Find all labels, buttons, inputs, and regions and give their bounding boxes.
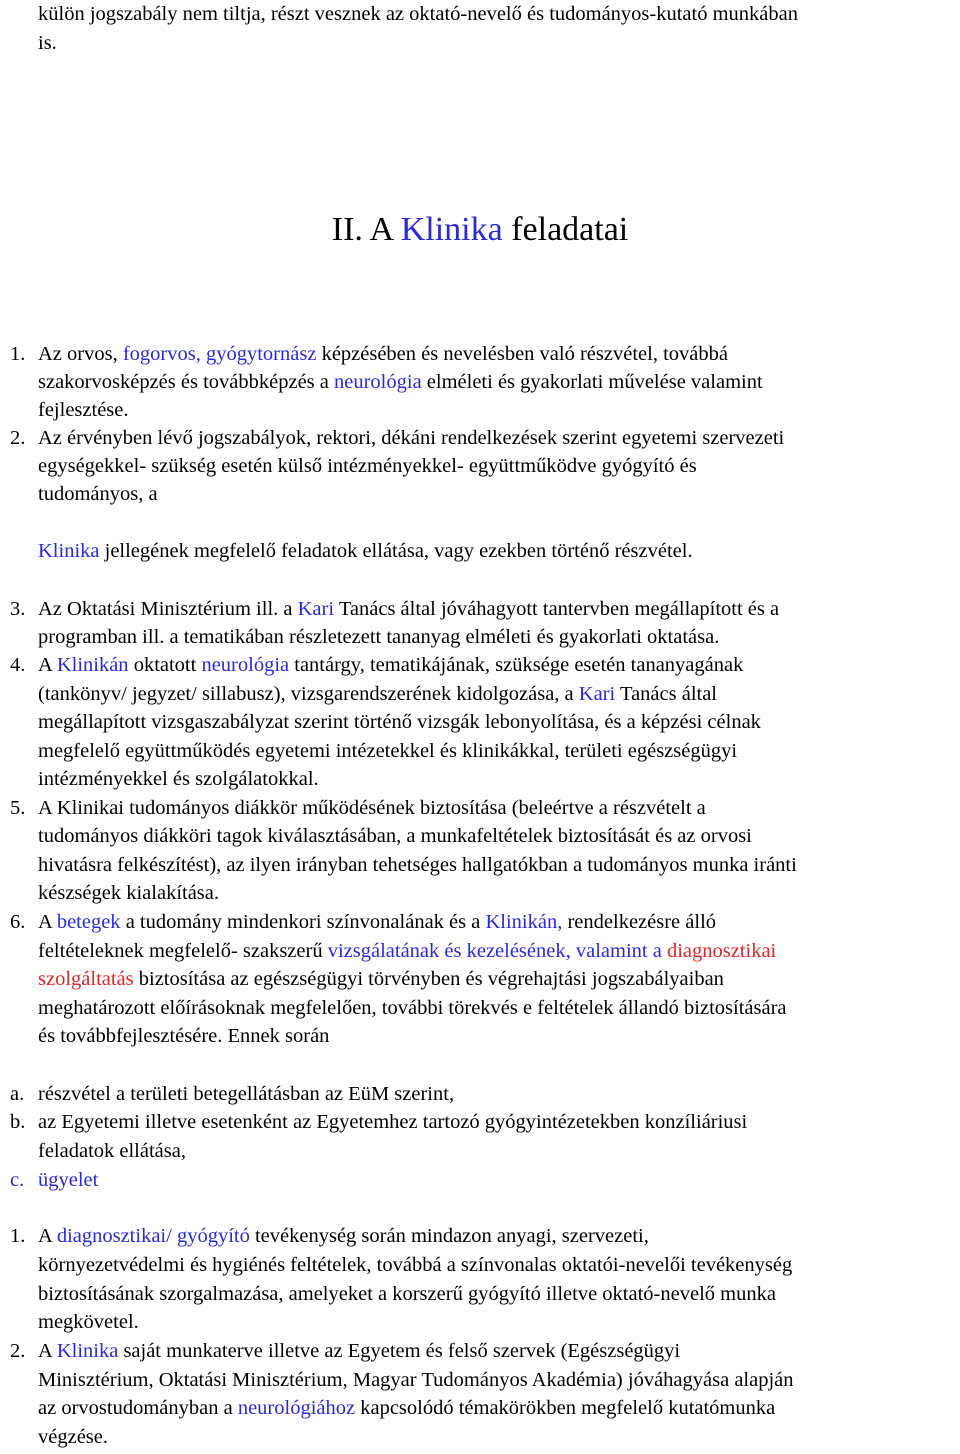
- link-kari[interactable]: Kari: [297, 598, 335, 620]
- link-vizsgalatanak[interactable]: vizsgálatának és kezelésének, valamint a: [327, 940, 667, 962]
- document-page: külön jogszabály nem tiltja, részt vesznek az oktató-nevelő és tudományos-kutató munkában is. II. A Klinika feladatai 1. Az orvos, fogorvos, gyógytornász képzésében és nevelésben való részvétel, továbbá szakorvosképzés és továbbképzés a neurológia elméleti és gyakorlati művelése valamint fejlesztése. 2. Az érvényben lévő jogszabályok, rektori, dékáni rendelkezések szerint egyetemi szervezeti egységekkel- szükség esetén külső intézményekkel- együttműködve gyógyító és tudományos, a Klinika jellegének megfelelő feladatok ellátása, vagy ezekben történő részvétel. 3. Az Oktatási Minisztérium ill. a Kari Tanács által jóváhagyott tantervben megállapított és a programban ill. a tematikában részletezett tananyag elméleti és gyakorlati oktatása. 4. A Klinikán oktatott neurológia tantárgy, tematikájának, szüksége esetén tananyagának (tankönyv/ jegyzet/ sillabusz), vizsgarendszerének kidolgozása, a Kari Tanács által megállapított vizsgaszabályzat szerint történő vizsgák lebonyolítása, és a képzési célnak megfelelő együttműködés egyetemi intézetekkel és klinikákkal, területi egészségügyi intézményekkel és szolgálatokkal. 5. A Klinikai tudományos diákkör működésének biztosítása (beleértve a részvételt a tudományos diákköri tagok kiválasztásában, a munkafeltételek biztosítását és az orvosi hivatásra felkészítést), az ilyen irányban tehetséges hallgatókban a tudományos munka iránti készségek kialakítása. 6. A betegek a tudomány mindenkori színvonalának és a Klinikán, rendelkezésre álló feltételeknek megfelelő- szakszerű vizsgálatának és kezelésének, valamint a diagnosztikai szolgáltatás biztosítása az egészségügyi törvényben és végrehajtási jogszabályaiban meghatározott előírásoknak megfelelően, további törekvés e feltételek állandó biztosítására és továbbfejlesztésére. Ennek során a. részvétel a területi betegellátásban az EüM szerint, b. az Egyetemi illetve esetenként az Egyetemhez tartozó gyógyintézetekben konzíliáriusi feladatok ellátása, c. ügyelet 1. A diagnosztikai/ gyógyító tevékenység során mindazon anyagi, szervezeti, környezetvédelmi és hygiénés feltételek, továbbá a színvonalas oktatói-nevelői tevékenység biztosításának szorgalmazása, amelyeket a korszerű gyógyító illetve oktató-nevelő munka megkövetel. 2. A Klinika saját munkaterve illetve az Egyetem és felső szervek (Egészségügyi Minisztérium, Oktatási Minisztérium, Magyar Tudományos Akadémia) jóváhagyása alapján az orvostudományban a neurológiához kapcsolódó témakörökben megfelelő kutatómunka végzése.: [0, 0, 960, 1454]
- link-neurologia[interactable]: neurológia: [334, 371, 422, 393]
- link-neurologia-2[interactable]: neurológia: [201, 654, 290, 676]
- heading-link-klinika[interactable]: Klinika: [400, 211, 503, 248]
- link-klinika[interactable]: Klinika: [38, 540, 100, 562]
- link-klinikan-2[interactable]: Klinikán,: [485, 911, 563, 933]
- link-ugyelet[interactable]: ügyelet: [38, 1169, 99, 1191]
- link-neurologiahoz[interactable]: neurológiához: [237, 1397, 356, 1419]
- link-diagnosztikai-gyogyito[interactable]: diagnosztikai/ gyógyító: [56, 1225, 250, 1247]
- link-diagnosztikai[interactable]: diagnosztikai: [666, 940, 777, 962]
- link-fogorvos[interactable]: fogorvos, gyógytornász: [122, 343, 317, 365]
- link-kari-2[interactable]: Kari: [578, 683, 616, 705]
- link-betegek[interactable]: betegek: [56, 911, 121, 933]
- section-heading: II. A Klinika feladatai: [331, 211, 629, 248]
- link-klinika-2[interactable]: Klinika: [56, 1340, 119, 1362]
- link-klinikan[interactable]: Klinikán: [56, 654, 129, 676]
- link-szolgaltatas[interactable]: szolgáltatás: [38, 968, 134, 990]
